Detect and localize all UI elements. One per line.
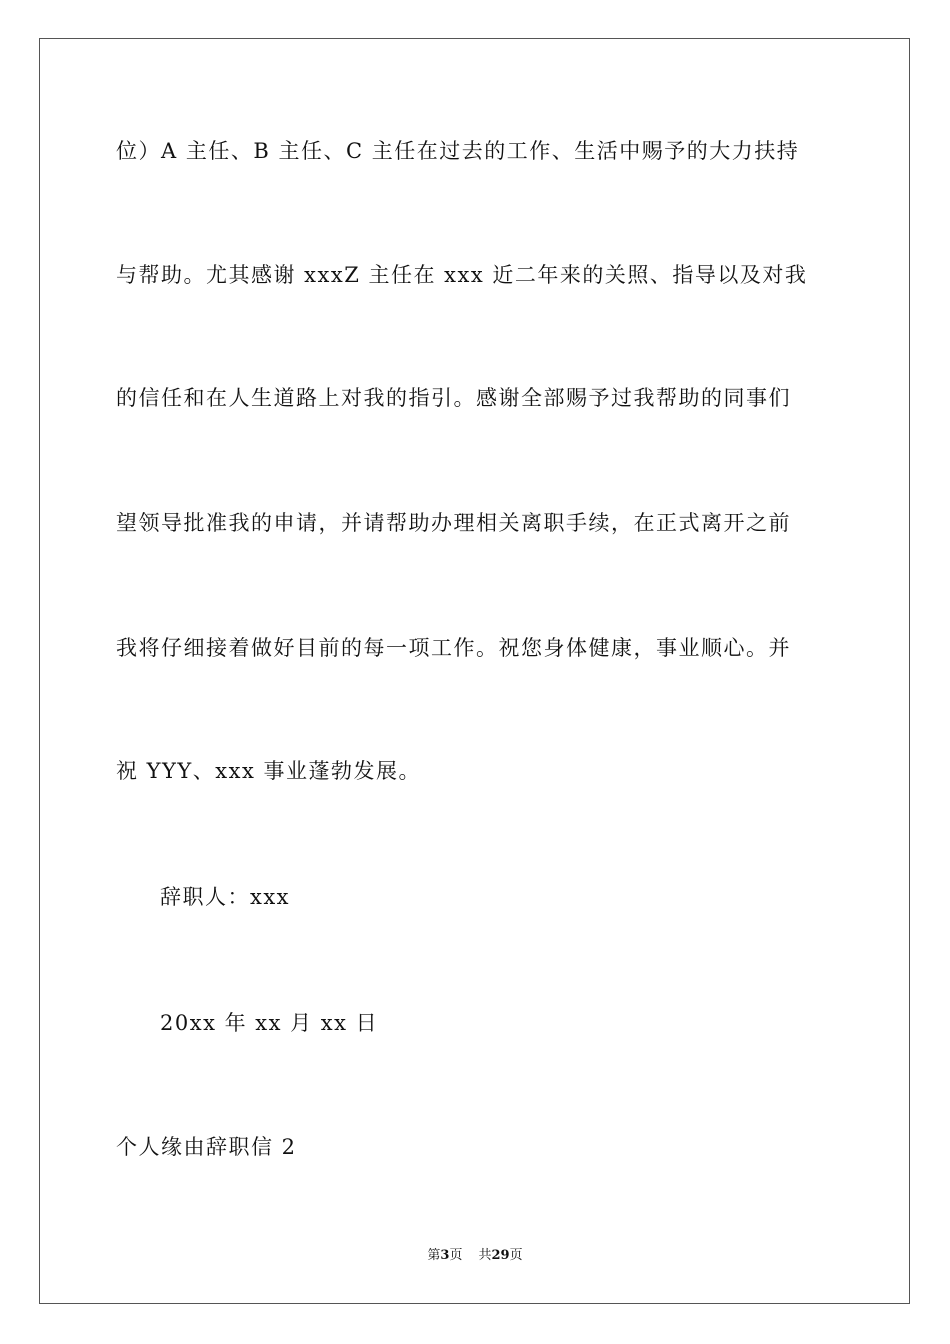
footer-page-prefix: 第 <box>427 1248 441 1263</box>
date-line: 20xx 年 xx 月 xx 日 <box>160 1011 379 1035</box>
page-footer <box>0 1247 950 1265</box>
body-line-3: 的信任和在人生道路上对我的指引。感谢全部赐予过我帮助的同事们 <box>116 386 791 410</box>
body-line-6: 祝 YYY、xxx 事业蓬勃发展。 <box>116 759 421 783</box>
body-line-1: 位）A 主任、B 主任、C 主任在过去的工作、生活中赐予的大力扶持 <box>116 139 800 163</box>
signature-line: 辞职人：xxx <box>160 885 291 909</box>
section-title: 个人缘由辞职信 2 <box>116 1135 297 1159</box>
footer-page-suffix: 页 <box>449 1248 463 1263</box>
footer-total-number: 29 <box>491 1248 510 1263</box>
footer-page-number: 3 <box>440 1248 450 1263</box>
footer-total-prefix: 共 <box>478 1248 492 1263</box>
body-line-5: 我将仔细接着做好目前的每一项工作。祝您身体健康，事业顺心。并 <box>116 636 791 660</box>
footer-total-suffix: 页 <box>509 1248 523 1263</box>
body-line-4: 望领导批准我的申请，并请帮助办理相关离职手续，在正式离开之前 <box>116 511 791 535</box>
body-line-2: 与帮助。尤其感谢 xxxZ 主任在 xxx 近二年来的关照、指导以及对我 <box>116 263 808 287</box>
page-border <box>39 38 910 1304</box>
